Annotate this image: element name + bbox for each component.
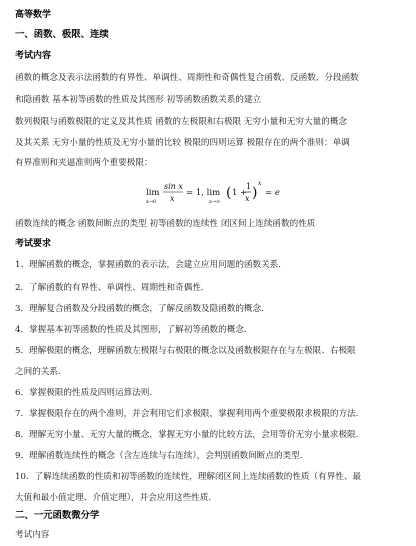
requirement-item: 1、理解函数的概念，掌握函数的表示法，会建立应用问题的函数关系. bbox=[15, 260, 282, 270]
requirement-item: 5．理解极限的概念，理解函数左极限与右极限的概念以及函数极限存在与左极限、右极限 bbox=[15, 346, 356, 356]
content-line: 和隐函数 基本初等函数的性质及其图形 初等函数函数关系的建立 bbox=[15, 95, 262, 105]
requirement-item: 6．掌握极限的性质及四则运算法则. bbox=[15, 388, 153, 398]
content-line: 及其关系 无穷小量的性质及无穷小量的比较 极限的四则运算 极限存在的两个准则：单调 bbox=[15, 138, 350, 148]
section-heading-differential-calculus: 二、一元函数微分学 bbox=[15, 510, 100, 521]
content-line: 函数连续的概念 函数间断点的类型 初等函数的连续性 闭区间上连续函数的性质 bbox=[15, 219, 316, 229]
content-line: 有界准则和夹逼准则两个重要极限： bbox=[15, 158, 153, 168]
formula-inner-denominator: x bbox=[245, 194, 250, 203]
formula-equals-lim: = 1, lim bbox=[186, 188, 221, 198]
formula-lim-1: lim bbox=[146, 188, 160, 198]
formula-paren-open: ( bbox=[226, 185, 232, 201]
content-line: 数列极限与函数极限的定义及其性质 函数的左极限和右极限 无穷小量和无穷大量的概念 bbox=[15, 117, 348, 127]
formula-sub-2: x→∞ bbox=[209, 199, 221, 205]
formula-inner-left: 1 + bbox=[232, 188, 248, 198]
requirement-item-continued: 大值和最小值定理、介值定理），并会应用这些性质. bbox=[15, 493, 212, 503]
requirement-item-continued: 之间的关系. bbox=[15, 367, 61, 377]
requirement-item: 7．掌握极限存在的两个准则，并会利用它们求极限，掌握利用两个重要极限求极限的方法. bbox=[15, 409, 359, 419]
important-limits-formula bbox=[130, 176, 300, 208]
requirement-item: 2．了解函数的有界性、单调性、周期性和奇偶性. bbox=[15, 283, 204, 293]
formula-inner-numerator: 1 bbox=[246, 182, 252, 191]
formula-denominator-1: x bbox=[170, 194, 175, 203]
requirement-item: 8．理解无穷小量、无穷大量的概念，掌握无穷小量的比较方法，会用等价无穷小量求极限. bbox=[15, 430, 359, 440]
formula-exponent: x bbox=[258, 180, 262, 187]
content-line: 函数的概念及表示法函数的有界性、单调性、周期性和奇偶性复合函数、反函数、分段函数 bbox=[15, 73, 359, 83]
formula-rhs: = e bbox=[265, 188, 280, 198]
formula-paren-close: ) bbox=[252, 185, 258, 201]
document-title: 高等数学 bbox=[15, 10, 52, 20]
requirement-item: 3．理解复合函数及分段函数的概念，了解反函数及隐函数的概念. bbox=[15, 304, 264, 314]
formula-numerator-1: sin x bbox=[164, 182, 183, 191]
formula-sub-1: x→0 bbox=[146, 199, 157, 205]
section-heading-functions-limits: 一、函数、极限、连续 bbox=[15, 29, 109, 40]
exam-requirements-heading: 考试要求 bbox=[15, 239, 52, 249]
exam-content-heading: 考试内容 bbox=[15, 51, 52, 61]
requirement-item: 9．理解函数连续性的概念（含左连续与右连续），会判别函数间断点的类型. bbox=[15, 451, 303, 461]
exam-content-heading-2: 考试内容 bbox=[15, 530, 50, 540]
requirement-item: 10．了解连续函数的性质和初等函数的连续性，理解闭区间上连续函数的性质（有界性、最 bbox=[15, 472, 362, 482]
requirement-item: 4．掌握基本初等函数的性质及其图形，了解初等函数的概念. bbox=[15, 325, 247, 335]
